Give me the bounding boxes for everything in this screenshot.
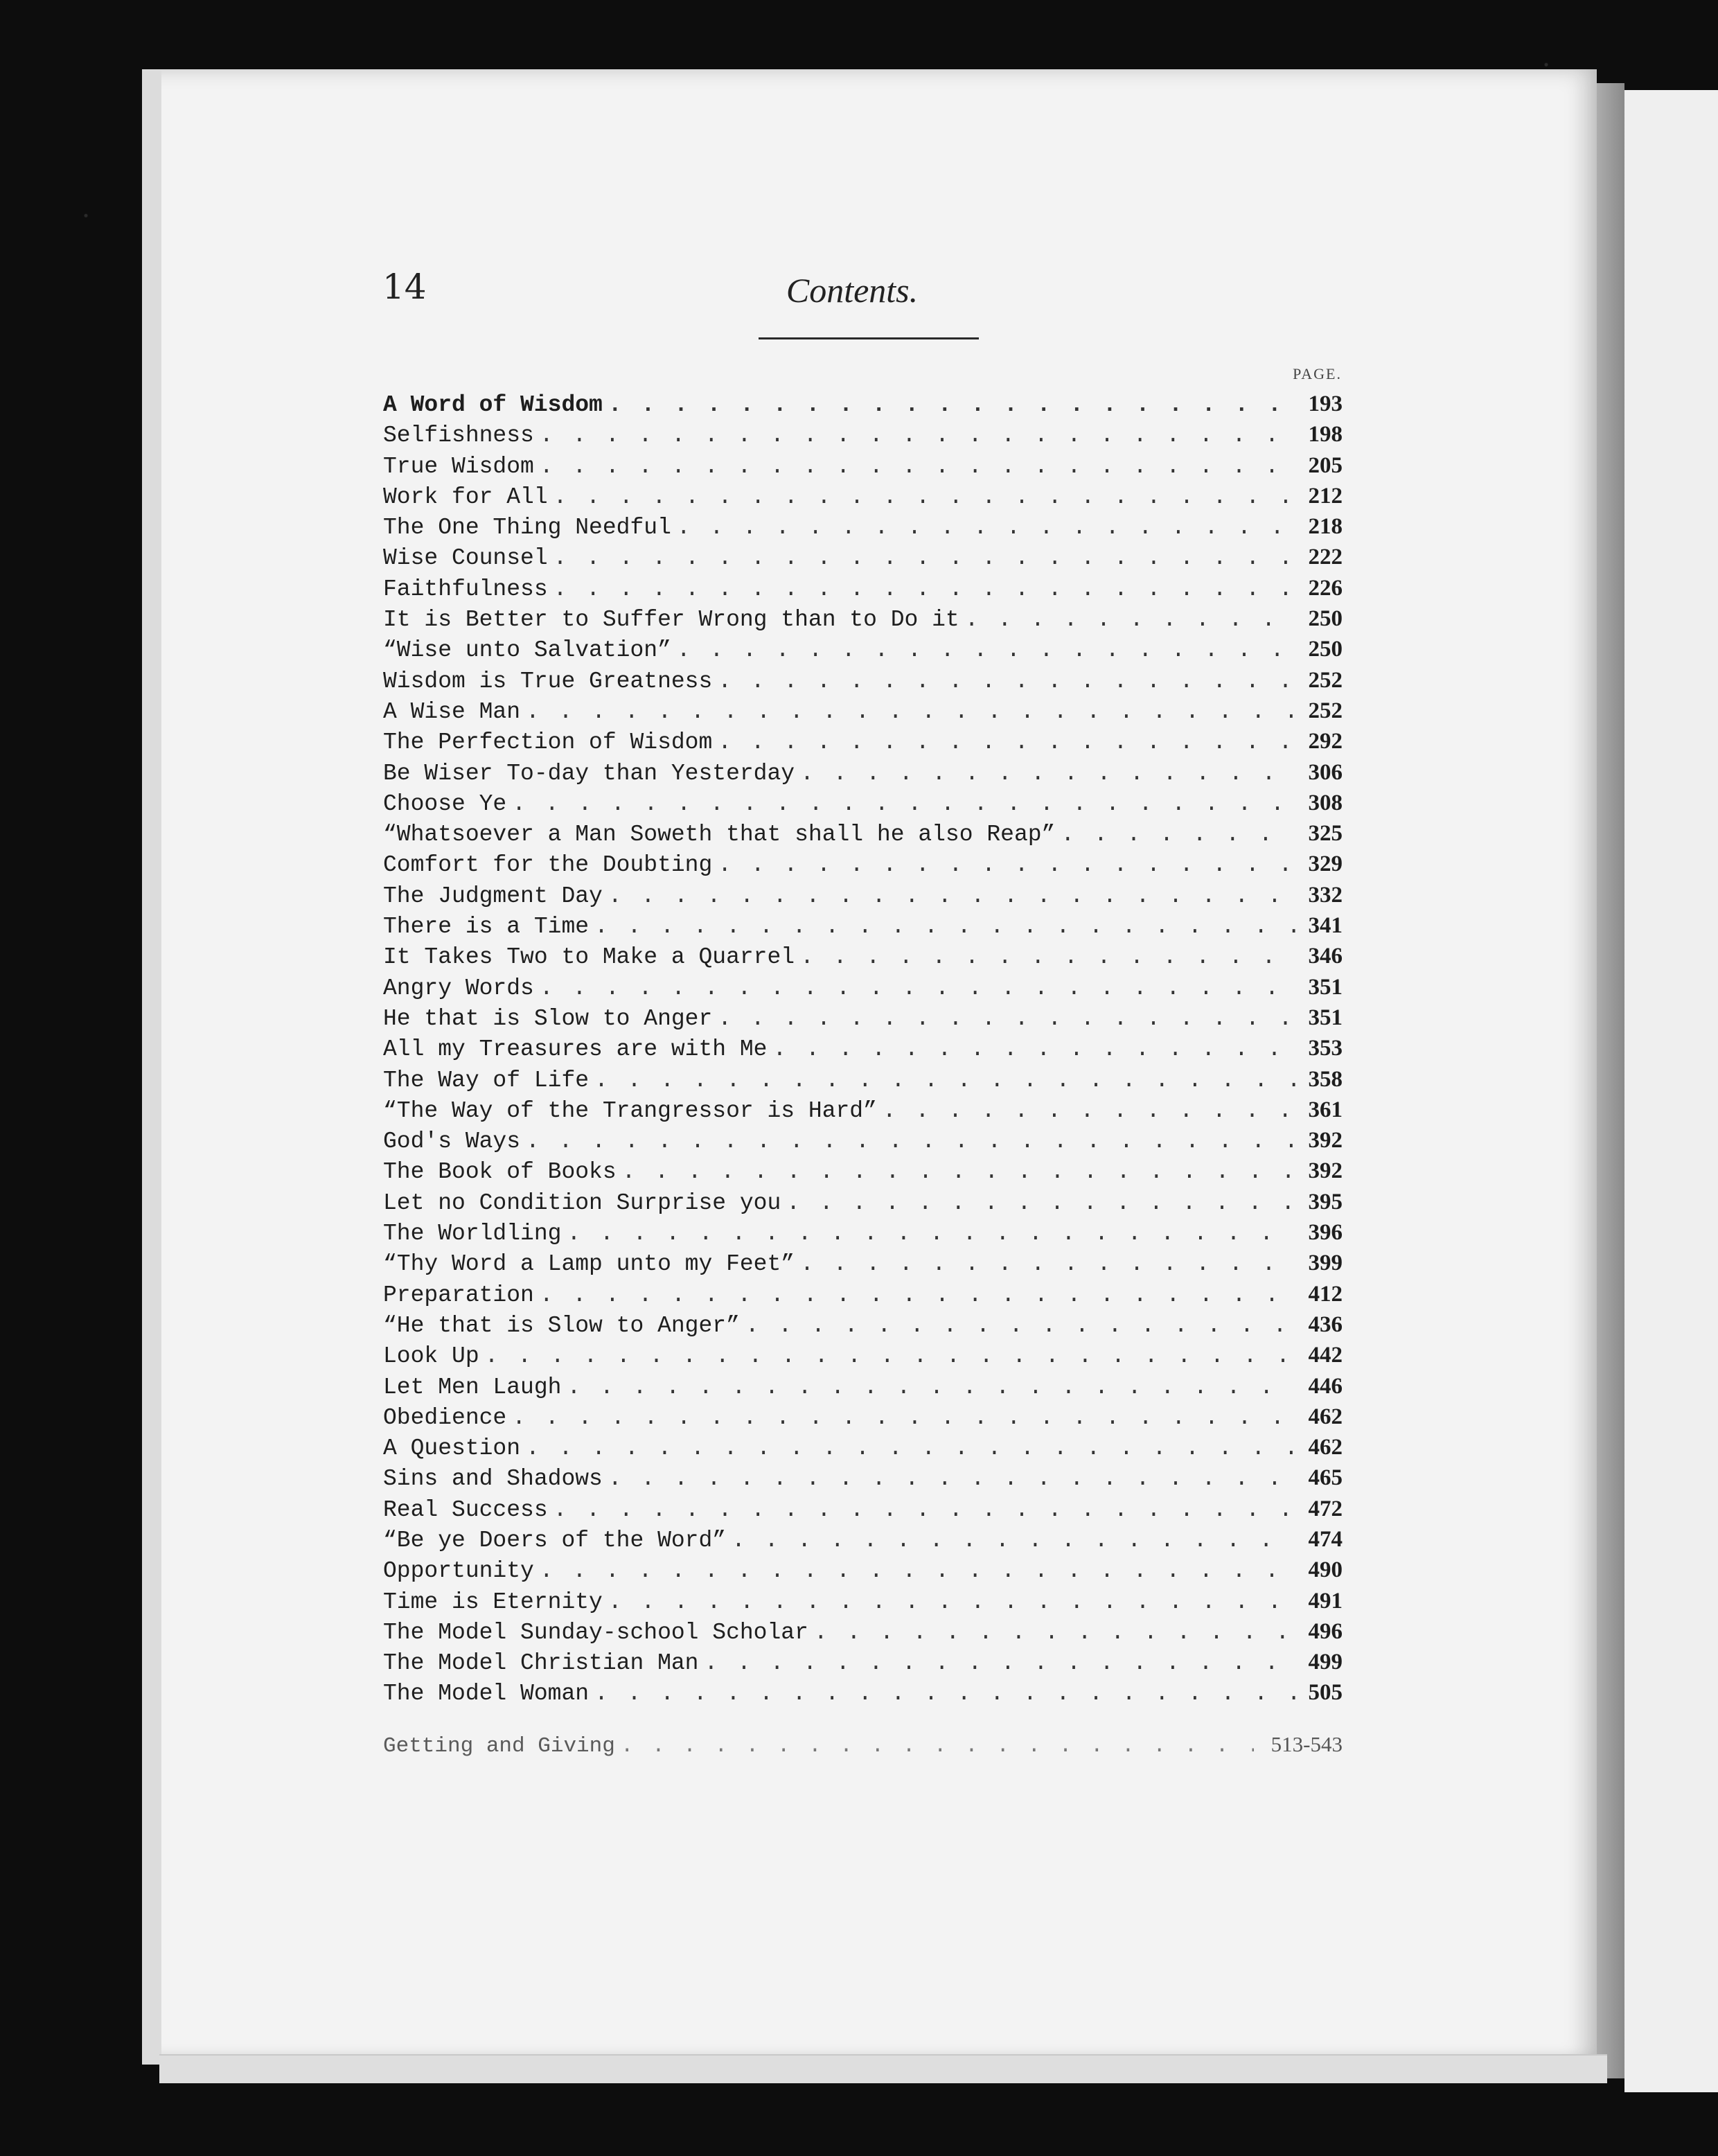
toc-entry xyxy=(383,1036,1343,1066)
toc-entry-page: 252 xyxy=(1308,698,1343,723)
toc-entry-title: “Thy Word a Lamp unto my Feet” xyxy=(383,1251,795,1278)
toc-entry-title: Getting and Giving xyxy=(383,1734,615,1758)
toc-entry-page: 462 xyxy=(1308,1404,1343,1429)
toc-entry-title: It is Better to Suffer Wrong than to Do it xyxy=(383,607,959,633)
toc-entry xyxy=(383,1158,1343,1189)
toc-entry-title: Be Wiser To-day than Yesterday xyxy=(383,760,795,786)
toc-entry xyxy=(383,1527,1343,1557)
dot-leader xyxy=(732,1528,1295,1553)
dot-leader xyxy=(718,852,1295,878)
toc-entry xyxy=(383,1128,1343,1158)
toc-entry-title: Angry Words xyxy=(383,975,534,1001)
toc-entry-page: 490 xyxy=(1308,1557,1343,1583)
toc-entry-page: 513-543 xyxy=(1270,1732,1343,1756)
toc-entry xyxy=(383,1282,1343,1312)
toc-entry-page: 412 xyxy=(1308,1281,1343,1307)
toc-entry xyxy=(383,668,1343,698)
toc-entry xyxy=(383,637,1343,667)
toc-entry-title: There is a Time xyxy=(383,914,590,940)
toc-entry-page: 358 xyxy=(1308,1066,1343,1092)
dot-leader xyxy=(773,1036,1296,1062)
dot-leader xyxy=(608,1466,1295,1492)
toc-entry-page: 332 xyxy=(1308,882,1343,908)
dot-leader xyxy=(540,1558,1295,1584)
toc-entry-title: “He that is Slow to Anger” xyxy=(383,1312,740,1338)
toc-entry-page: 505 xyxy=(1308,1680,1343,1706)
toc-entry xyxy=(383,1005,1343,1036)
toc-entry xyxy=(383,514,1343,545)
running-head: Contents. xyxy=(786,271,919,310)
toc-entry xyxy=(383,1067,1343,1097)
toc-entry-title: “Whatsoever a Man Soweth that shall he also Reap” xyxy=(383,822,1056,848)
toc-entry-title: God's Ways xyxy=(383,1129,521,1155)
toc-entry-title: The Book of Books xyxy=(383,1159,617,1185)
toc-entry-page: 462 xyxy=(1308,1435,1343,1460)
toc-entry-title: Preparation xyxy=(383,1282,534,1308)
dot-leader xyxy=(621,1734,1254,1758)
toc-entry-page: 218 xyxy=(1308,514,1343,540)
toc-entry-title: The Model Sunday-school Scholar xyxy=(383,1619,808,1645)
toc-entry-title: Selfishness xyxy=(383,423,534,449)
toc-entry xyxy=(383,944,1343,974)
toc-entry xyxy=(383,883,1343,913)
toc-entry-title: The Model Christian Man xyxy=(383,1650,699,1677)
dot-leader xyxy=(718,730,1295,755)
dot-leader xyxy=(526,1129,1295,1154)
toc-entry-title: A Question xyxy=(383,1435,521,1462)
toc-entry-page: 341 xyxy=(1308,913,1343,939)
toc-entry xyxy=(383,1220,1343,1251)
toc-entry xyxy=(383,790,1343,821)
toc-entry-title: The One Thing Needful xyxy=(383,515,671,541)
dot-leader xyxy=(554,576,1295,602)
toc-entry-title: “Wise unto Salvation” xyxy=(383,637,671,664)
toc-entry-page: 353 xyxy=(1308,1036,1343,1061)
toc-entry-page: 499 xyxy=(1308,1650,1343,1675)
dot-leader xyxy=(814,1620,1295,1645)
dot-leader xyxy=(622,1159,1295,1185)
table-of-contents xyxy=(383,391,1343,1711)
page-column-heading: PAGE. xyxy=(1293,365,1342,382)
heading-rule xyxy=(759,337,979,339)
toc-entry-page: 205 xyxy=(1308,452,1343,478)
dot-leader xyxy=(540,1282,1295,1308)
dot-leader xyxy=(745,1313,1295,1338)
toc-entry-page: 226 xyxy=(1308,575,1343,601)
toc-entry-title: The Way of Life xyxy=(383,1067,590,1093)
toc-entry-page: 472 xyxy=(1308,1496,1343,1521)
toc-entry xyxy=(383,729,1343,759)
toc-entry xyxy=(383,760,1343,790)
toc-entry xyxy=(383,1465,1343,1496)
dot-leader xyxy=(526,1435,1295,1461)
toc-entry-page: 392 xyxy=(1308,1158,1343,1184)
dot-leader xyxy=(540,975,1295,1001)
toc-entry-title: He that is Slow to Anger xyxy=(383,1005,713,1032)
toc-entry xyxy=(383,1312,1343,1343)
dot-leader xyxy=(594,1068,1295,1093)
toc-entry-page: 198 xyxy=(1308,422,1343,448)
dot-leader xyxy=(608,883,1295,909)
toc-entry xyxy=(383,851,1343,882)
toc-entry-page: 399 xyxy=(1308,1251,1343,1276)
toc-entry-title: The Worldling xyxy=(383,1221,562,1247)
toc-entry xyxy=(383,1190,1343,1220)
dot-leader xyxy=(800,944,1295,970)
dot-leader xyxy=(608,1589,1295,1615)
dot-leader xyxy=(485,1343,1295,1369)
toc-entry-title: Faithfulness xyxy=(383,576,548,602)
dot-leader xyxy=(677,515,1295,540)
toc-entry-page: 193 xyxy=(1308,391,1343,416)
dot-leader xyxy=(1061,822,1295,847)
toc-entry-title: Obedience xyxy=(383,1404,507,1431)
toc-entry xyxy=(383,698,1343,729)
toc-entry-page: 329 xyxy=(1308,851,1343,877)
toc-entry-page: 222 xyxy=(1308,545,1343,570)
dot-leader xyxy=(512,791,1295,817)
page-number: 14 xyxy=(382,267,427,307)
toc-entry xyxy=(383,1251,1343,1281)
toc-entry xyxy=(383,975,1343,1005)
toc-entry-page: 252 xyxy=(1308,667,1343,693)
page-edge-bottom xyxy=(159,2054,1607,2083)
toc-entry-title: Comfort for the Doubting xyxy=(383,852,713,878)
dot-leader xyxy=(540,423,1295,448)
toc-entry-title: “The Way of the Trangressor is Hard” xyxy=(383,1097,877,1124)
toc-entry xyxy=(383,1435,1343,1465)
toc-entry-page: 392 xyxy=(1308,1128,1343,1154)
toc-entry-title: Opportunity xyxy=(383,1558,534,1584)
toc-entry xyxy=(383,576,1343,606)
toc-entry-title: It Takes Two to Make a Quarrel xyxy=(383,944,795,971)
dot-leader xyxy=(677,637,1295,663)
toc-entry xyxy=(383,1680,1343,1711)
toc-entry-title: A Wise Man xyxy=(383,698,521,725)
toc-entry-title: The Perfection of Wisdom xyxy=(383,730,713,756)
page-edge-left xyxy=(142,69,161,2065)
toc-final-entry xyxy=(383,1732,1343,1758)
toc-entry-title: Wisdom is True Greatness xyxy=(383,668,713,694)
toc-entry xyxy=(383,422,1343,452)
toc-entry-page: 306 xyxy=(1308,759,1343,785)
toc-entry-title: Look Up xyxy=(383,1343,479,1370)
dot-leader xyxy=(718,669,1295,694)
toc-entry-title: Wise Counsel xyxy=(383,545,548,572)
dot-leader xyxy=(883,1098,1295,1124)
dot-leader xyxy=(526,699,1295,725)
toc-entry xyxy=(383,484,1343,514)
dot-leader xyxy=(567,1221,1295,1246)
dot-leader xyxy=(965,607,1295,633)
toc-entry-title: True Wisdom xyxy=(383,453,534,479)
dot-leader xyxy=(594,1681,1295,1706)
toc-entry-title: Let Men Laugh xyxy=(383,1374,562,1400)
toc-entry xyxy=(383,1404,1343,1435)
toc-entry-title: The Judgment Day xyxy=(383,883,603,909)
toc-entry xyxy=(383,1557,1343,1588)
toc-entry-page: 308 xyxy=(1308,790,1343,815)
toc-entry-page: 351 xyxy=(1308,1005,1343,1030)
toc-entry-title: “Be ye Doers of the Word” xyxy=(383,1527,727,1553)
toc-entry xyxy=(383,1496,1343,1527)
toc-entry xyxy=(383,1589,1343,1619)
toc-entry-page: 395 xyxy=(1308,1189,1343,1214)
toc-entry-page: 446 xyxy=(1308,1373,1343,1399)
dot-leader xyxy=(554,545,1295,571)
toc-entry-title: Let no Condition Surprise you xyxy=(383,1190,781,1216)
toc-entry-page: 474 xyxy=(1308,1526,1343,1552)
toc-entry xyxy=(383,391,1343,422)
toc-entry-page: 212 xyxy=(1308,483,1343,509)
dot-leader xyxy=(608,392,1295,418)
toc-entry-page: 325 xyxy=(1308,821,1343,847)
toc-entry-title: A Word of Wisdom xyxy=(383,392,603,418)
toc-entry xyxy=(383,1097,1343,1128)
toc-entry xyxy=(383,1374,1343,1404)
toc-entry xyxy=(383,545,1343,575)
dot-leader xyxy=(567,1375,1295,1400)
toc-entry-page: 436 xyxy=(1308,1311,1343,1337)
dot-leader xyxy=(554,1497,1295,1523)
dot-leader xyxy=(540,454,1295,479)
toc-entry-page: 250 xyxy=(1308,606,1343,632)
dot-leader xyxy=(786,1190,1295,1216)
toc-entry-page: 491 xyxy=(1308,1588,1343,1614)
dot-leader xyxy=(594,914,1295,939)
toc-entry xyxy=(383,1650,1343,1680)
dot-leader xyxy=(554,484,1295,510)
toc-entry-title: The Model Woman xyxy=(383,1681,590,1707)
dot-leader xyxy=(718,1006,1295,1032)
dot-leader xyxy=(800,761,1295,786)
dot-leader xyxy=(704,1650,1295,1676)
toc-entry-page: 496 xyxy=(1308,1618,1343,1644)
toc-entry-page: 346 xyxy=(1308,944,1343,969)
toc-entry-page: 292 xyxy=(1308,729,1343,754)
toc-entry xyxy=(383,821,1343,851)
toc-entry xyxy=(383,913,1343,944)
toc-entry-title: Choose Ye xyxy=(383,790,507,817)
toc-entry-page: 396 xyxy=(1308,1220,1343,1246)
toc-entry xyxy=(383,1619,1343,1650)
toc-entry-title: All my Treasures are with Me xyxy=(383,1036,768,1063)
dot-leader xyxy=(512,1405,1295,1431)
toc-entry-page: 250 xyxy=(1308,637,1343,662)
dot-leader xyxy=(800,1251,1295,1277)
toc-entry-page: 361 xyxy=(1308,1097,1343,1122)
toc-entry-title: Sins and Shadows xyxy=(383,1466,603,1492)
facing-page-edge xyxy=(1624,90,1718,2092)
toc-entry-page: 465 xyxy=(1308,1465,1343,1491)
toc-entry xyxy=(383,453,1343,484)
toc-entry xyxy=(383,606,1343,637)
toc-entry-page: 442 xyxy=(1308,1343,1343,1368)
toc-entry xyxy=(383,1343,1343,1373)
toc-entry-page: 351 xyxy=(1308,974,1343,1000)
toc-entry-title: Work for All xyxy=(383,484,548,510)
toc-entry-title: Time is Eternity xyxy=(383,1589,603,1615)
toc-entry-title: Real Success xyxy=(383,1496,548,1523)
